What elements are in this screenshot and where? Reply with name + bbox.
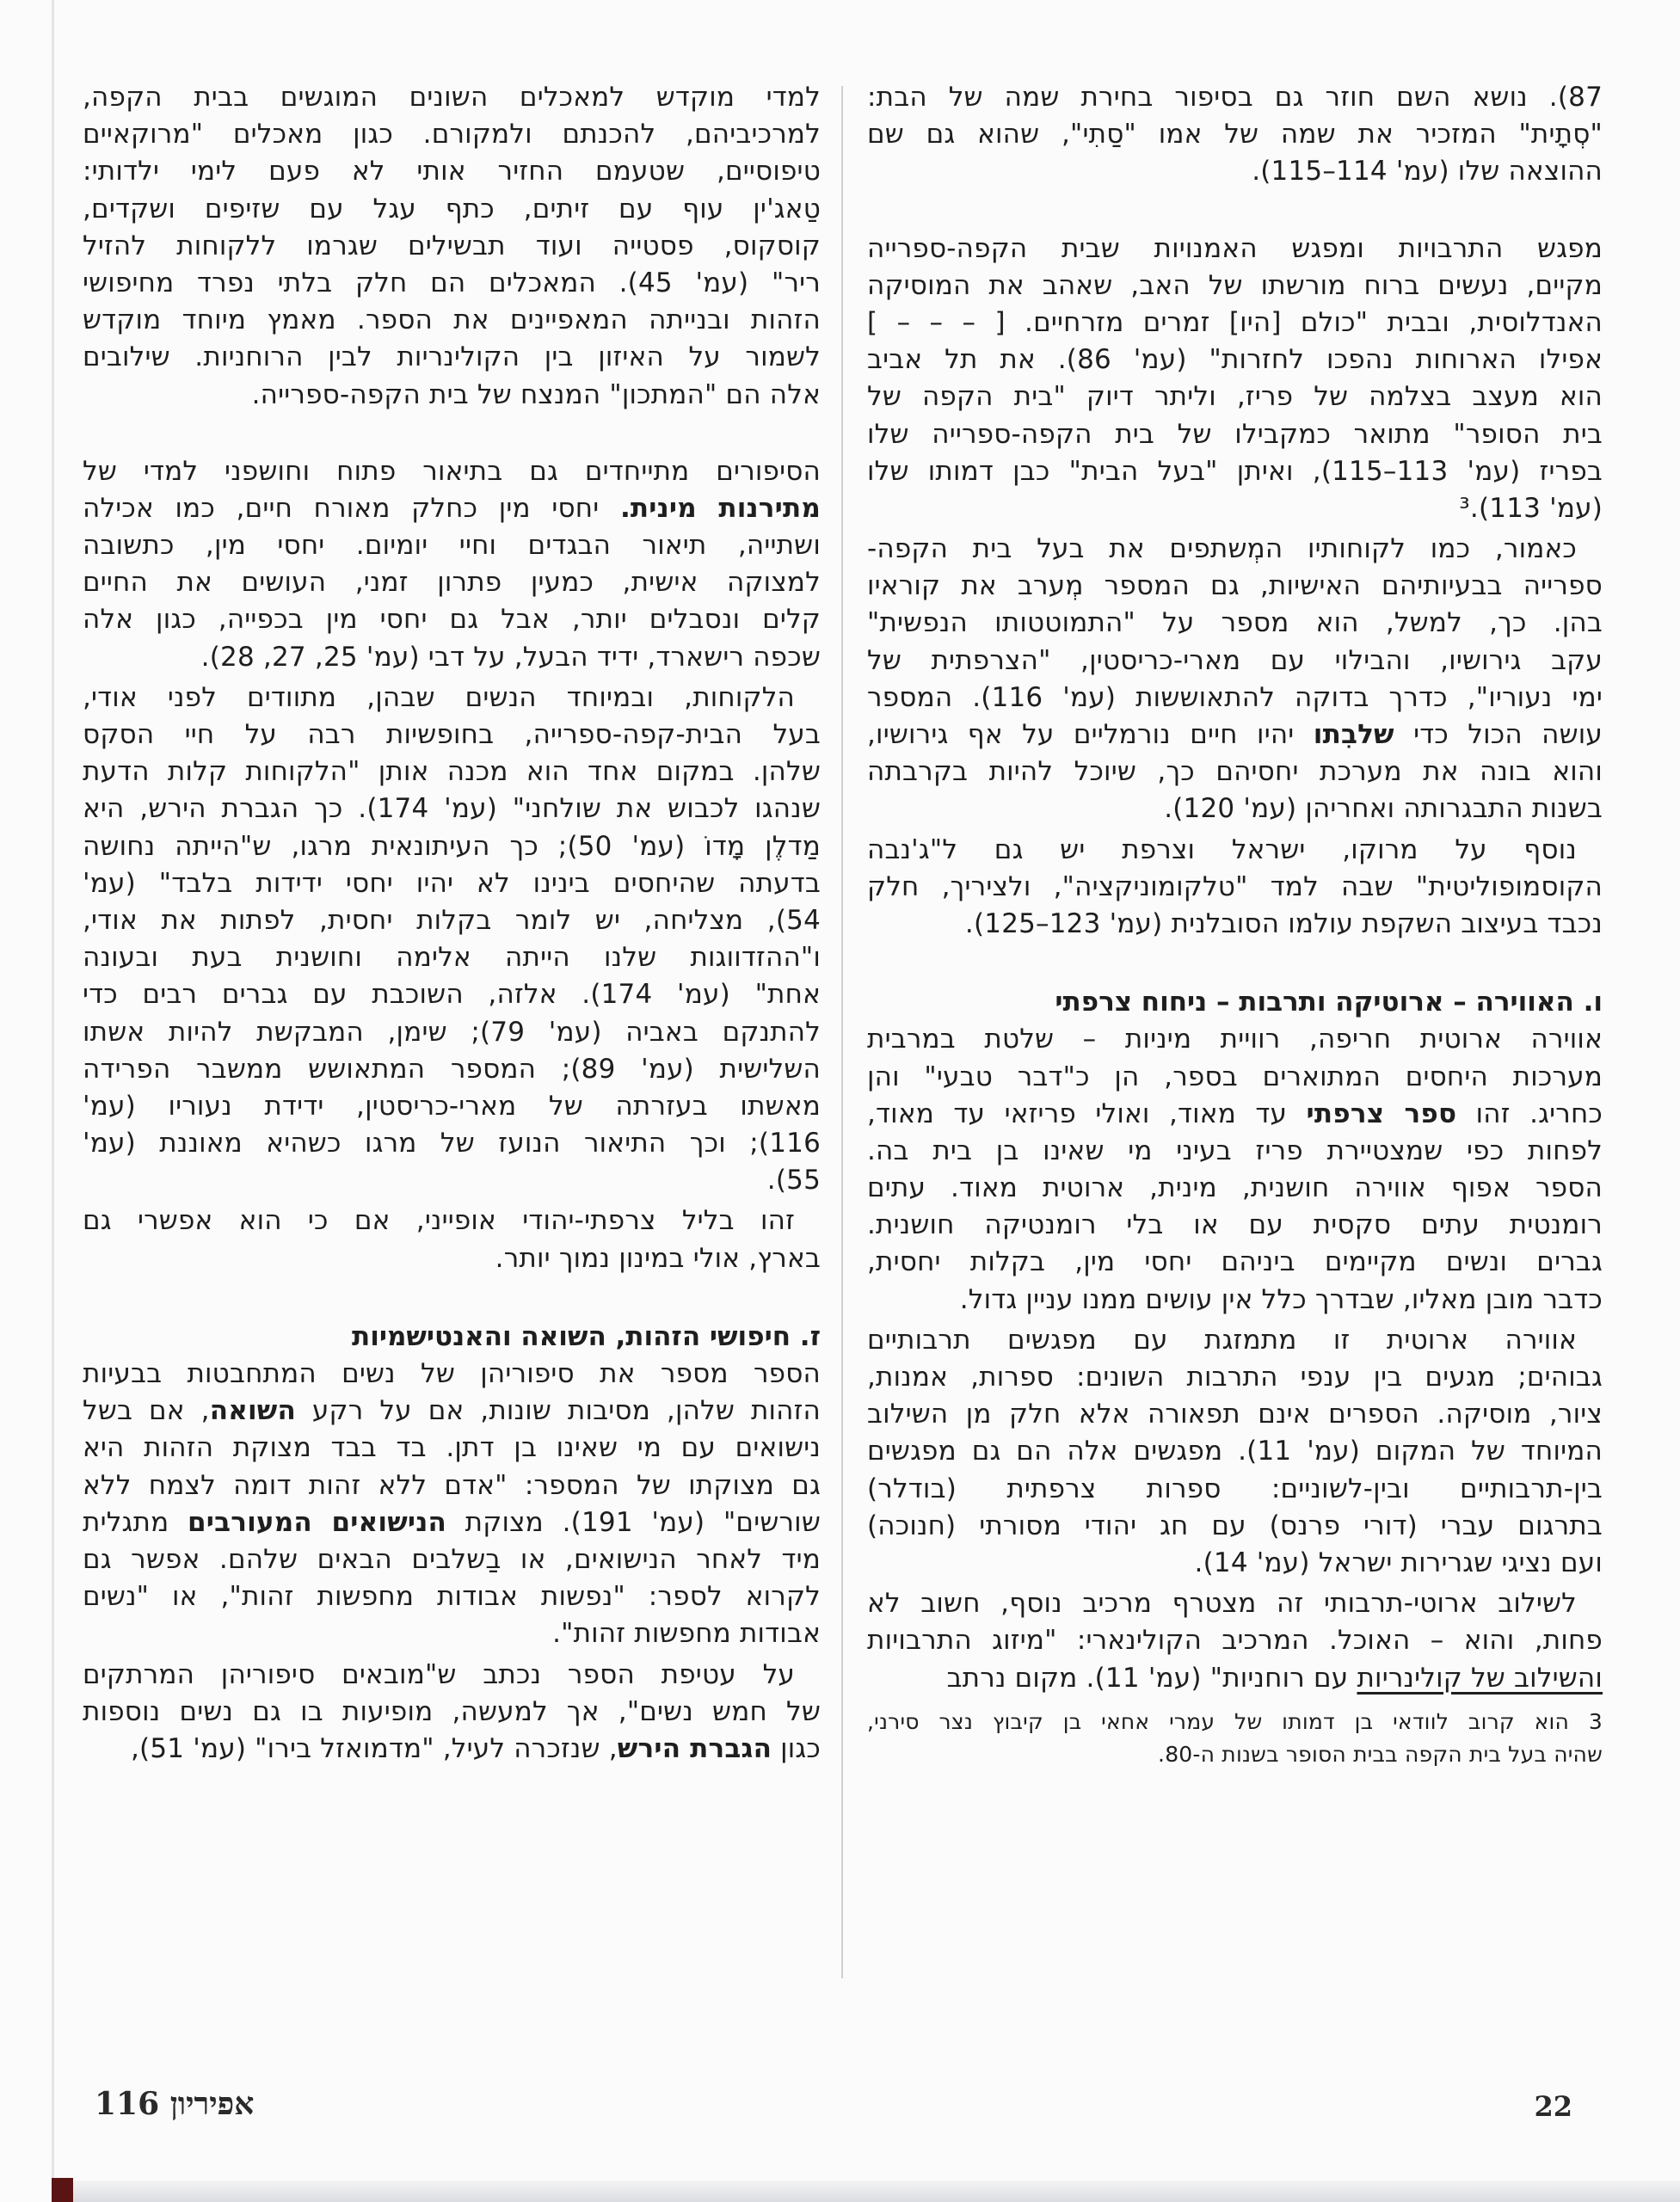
text-segment: ו"ההזדווגות שלנו הייתה אלימה וחושנית בעת ובעונה — [83, 942, 821, 974]
text-segment: , שנזכרה לעיל, "מדמואזל בירו" (עמ' 51), — [130, 1732, 618, 1764]
page-number: 22 — [1534, 2090, 1572, 2123]
text-line — [867, 1545, 1603, 1582]
page-binding-edge — [52, 0, 54, 2202]
text-segment: גבוהים; מגעים בין ענפי התרבות השונים: ספרות, אמנות, — [867, 1362, 1603, 1393]
underlined-phrase: והשילוב של קולינריות — [1357, 1662, 1603, 1694]
text-segment: גברים ונשים מקיימים ביניהם יחסי מין, בקלות יחסית, — [867, 1246, 1603, 1278]
text-segment: נכבד בעיצוב השקפת עולמו הסובלנית (עמ' 123–125). — [964, 907, 1603, 939]
text-line — [867, 116, 1603, 153]
text-segment: שהיה בעל בית הקפה בבית הסופר בשנות ה-80. — [1158, 1741, 1603, 1767]
text-line — [867, 153, 1603, 190]
text-segment: אפילו הארוחות נהפכו לחזרות" (עמ' 86). את תל אביב — [867, 344, 1603, 376]
text-line — [83, 116, 821, 153]
text-line — [83, 902, 821, 939]
text-segment: קלים ונסבלים יותר, אבל גם יחסי מין בכפייה, כגון אלה — [83, 604, 821, 636]
text-line — [867, 1059, 1603, 1096]
text-segment: הספר מספר את סיפוריהן של נשים המתחבטות בבעיות — [83, 1358, 821, 1390]
text-line — [867, 680, 1603, 717]
text-line — [867, 531, 1603, 568]
text-segment: כחריג. זהו — [1456, 1098, 1603, 1129]
text-segment: להתנקם באביה (עמ' 79); שימן, המבקשת להיות אשתו — [83, 1016, 821, 1048]
text-segment: מפגש התרבויות ומפגש האמנויות שבית הקפה-ספרייה — [867, 232, 1603, 264]
paragraph — [83, 79, 821, 414]
text-segment: הסיפורים מתייחדים גם בתיאור פתוח וחושפני למדי של — [83, 455, 821, 487]
text-segment: עד מאוד, ואולי פריזאי עד מאוד, — [867, 1098, 1307, 1129]
text-segment: ימי נעוריו", כדרך בדוקה להתאוששות (עמ' 116). המספר — [867, 681, 1603, 713]
text-line — [867, 268, 1603, 304]
text-segment: מקיים, נעשים ברוח מורשתו של האב, שאהב את המוסיקה — [867, 269, 1603, 301]
paragraph — [83, 1356, 821, 1653]
text-segment: פחות, והוא – האוכל. המרכיב הקולינארי: "מיזוג התרבויות — [867, 1625, 1603, 1657]
text-segment: עם רוחניות" (עמ' 11). מקום נרתב — [946, 1662, 1357, 1694]
text-segment: יחסי מין כחלק מאורח חיים, כמו אכילה — [83, 492, 620, 524]
text-segment: האנדלוסית, ובבית "כולם [היו] זמרים מזרחיים. [ – – – ] — [867, 306, 1603, 338]
scan-corner-mark — [52, 2178, 73, 2202]
text-segment: לשמור על האיזון בין הקולינריות לבין הרוחניות. שילובים — [83, 341, 821, 373]
text-segment: יהיו חיים נורמליים על אף גירושיו, — [867, 719, 1314, 750]
article-column-left — [83, 79, 821, 1768]
text-line — [83, 939, 821, 976]
text-segment: נישואים עם מי שאינו בן דתן. בד בבד מצוקת הזהות היא — [83, 1432, 821, 1464]
text-line — [867, 1133, 1603, 1170]
text-segment: בית הסופר" מתואר כמקבילו של בית הקפה-ספרייה שלו — [867, 418, 1603, 450]
text-line — [867, 1396, 1603, 1433]
text-line — [867, 869, 1603, 906]
text-segment: ספרייה בבעיותיהם האישיות, גם המספר מְערב את קוראיו — [867, 570, 1603, 602]
text-line — [867, 717, 1603, 753]
text-segment: הקוסמופוליטית" שבה למד "טלקומוניקציה", ולציריך, חלק — [867, 870, 1603, 902]
text-line — [867, 490, 1603, 527]
text-line — [83, 601, 821, 638]
text-line — [867, 643, 1603, 680]
text-line — [83, 865, 821, 902]
paragraph — [83, 453, 821, 676]
text-segment: לפחות כפי שמצטיירת פריז בעיני מי שאינו בן בית בה. — [867, 1135, 1603, 1166]
text-segment: בהן. כך, למשל, הוא מספר על "התמוטטותו הנפשית" — [867, 607, 1603, 639]
text-line — [867, 1096, 1603, 1133]
paragraph — [83, 1202, 821, 1276]
text-line — [83, 1014, 821, 1051]
text-segment: כאמור, כמו לקוחותיו המְשתפים את בעל בית הקפה- — [867, 533, 1577, 565]
paragraph — [867, 1021, 1603, 1319]
text-segment: המיוחד של המקום (עמ' 11). מפגשים אלה הם גם מפגשים — [867, 1436, 1603, 1467]
text-line — [83, 1162, 821, 1199]
text-segment: למצוקה אישית, כמעין פתרון זמני, העושים את החיים — [83, 567, 821, 599]
text-segment: למרכיביהם, להכנתם ולמקורם. כגון מאכלים "מרוקאיים — [83, 119, 821, 151]
text-line — [83, 717, 821, 753]
text-line — [83, 339, 821, 376]
text-line — [83, 1240, 821, 1277]
text-line — [867, 1660, 1603, 1697]
text-line — [867, 1471, 1603, 1508]
text-segment: למדי מוקדש למאכלים השונים המוגשים בבית הקפה, — [83, 82, 821, 113]
text-segment: השלישית (עמ' 89); המספר המתאושש ממשבר הפרידה — [83, 1053, 821, 1085]
article-column-right — [867, 79, 1603, 1771]
text-line — [83, 1202, 821, 1239]
text-segment: , אם בשל — [83, 1395, 210, 1427]
text-line — [83, 527, 821, 564]
text-line — [83, 1467, 821, 1504]
text-segment: אלה הם "המתכון" המנצח של בית הקפה-ספרייה. — [251, 378, 821, 410]
text-line — [867, 1585, 1603, 1622]
bold-phrase: הנישואים המעורבים — [188, 1506, 447, 1538]
text-line — [83, 377, 821, 414]
paragraph — [867, 832, 1603, 944]
text-segment: ציור, מוסיקה. הספרים אינם תפאורה אלא חלק מן השילוב — [867, 1399, 1603, 1430]
text-segment: מַדלֶן מָדוֹ (עמ' 50); כך העיתונאית מרגו, ש"הייתה נחושה — [83, 830, 821, 862]
text-line — [867, 341, 1603, 378]
text-line — [83, 1393, 821, 1430]
text-line — [83, 828, 821, 865]
text-segment: 55). — [766, 1165, 821, 1196]
text-line — [867, 1738, 1603, 1771]
text-line — [83, 302, 821, 339]
section-heading: ז. חיפושי הזהות, השואה והאנטישמיות — [352, 1320, 821, 1352]
text-segment: מאשתו בעזרתה של מארי-כריסטין, ידידת נעוריו (עמ' — [83, 1090, 821, 1122]
text-segment: 87). נושא השם חוזר גם בסיפור בחירת שמה של הבת: — [867, 82, 1603, 113]
text-line — [867, 79, 1603, 116]
text-segment: 54), מצליחה, יש לומר בקלות יחסית, לפתות את אודי, — [83, 904, 821, 936]
text-segment: כגון — [772, 1732, 821, 1764]
text-segment: אווירה ארוטית זו מתמזגת עם מפגשים תרבותיים — [867, 1324, 1577, 1356]
text-line — [867, 231, 1603, 268]
text-line — [83, 1694, 821, 1731]
text-segment: והוא בונה את מערכת יחסיהם כך, שיוכל להיות בקרבתה — [867, 756, 1603, 788]
section-heading: ו. האווירה – ארוטיקה ותרבות – ניחוח צרפתי — [1055, 987, 1603, 1018]
text-segment: רומנטית עתים סקסית עם או בלי רומנטיקה חושנית. — [867, 1209, 1603, 1241]
text-line — [867, 1622, 1603, 1659]
text-segment: ההוצאה שלו (עמ' 114–115). — [1252, 156, 1603, 188]
text-line — [867, 1706, 1603, 1738]
text-segment: עושה הכול כדי — [1394, 719, 1603, 750]
text-segment: 116); וכך התיאור הנועז של מרגו כשהיא מאוננת (עמ' — [83, 1128, 821, 1159]
text-segment: הזהות שלהן, מסיבות שונות, אם על רקע — [296, 1395, 821, 1427]
text-line — [83, 191, 821, 228]
paragraph — [867, 531, 1603, 828]
bold-phrase: הגברת הירש — [617, 1732, 772, 1764]
text-line — [83, 453, 821, 490]
text-segment: זהו בליל צרפתי-יהודי אופייני, אם כי הוא אפשרי גם — [83, 1205, 795, 1237]
text-line — [83, 1125, 821, 1162]
text-segment: מתגלית — [83, 1506, 188, 1538]
text-line — [83, 228, 821, 265]
text-line — [83, 564, 821, 601]
text-segment: נוסף על מרוקו, ישראל וצרפת יש גם ל"ג'נבה — [867, 833, 1577, 865]
text-line — [867, 1170, 1603, 1207]
paragraph — [867, 1322, 1603, 1582]
text-segment: מערכות היחסים המתוארים בספר, הן כ"דבר טבעי" והן — [867, 1061, 1603, 1092]
text-segment: אבודות מחפשות זהות". — [552, 1618, 821, 1650]
text-line — [83, 976, 821, 1013]
text-line — [83, 753, 821, 790]
text-segment: ריר" (עמ' 45). המאכלים הם חלק בלתי נפרד מחיפושי — [83, 267, 821, 298]
text-line — [867, 1207, 1603, 1244]
text-segment: בין-תרבותיים ובין-לשוניים: ספרות צרפתית (בודלר) — [867, 1473, 1603, 1504]
text-line — [83, 790, 821, 827]
text-line — [83, 1541, 821, 1578]
text-line — [867, 832, 1603, 869]
text-segment: בפריז (עמ' 113–115), ואיתן "בעל הבית" כבן דמותו שלו — [867, 455, 1603, 487]
text-segment: של חמש נשים", אך למעשה, מופיעות בו גם נשים נוספות — [83, 1695, 821, 1727]
text-line — [83, 1731, 821, 1768]
text-segment: "סְתָית" המזכיר את שמה של אמו "סַתִי", שהוא גם שם — [867, 119, 1603, 151]
text-line — [867, 416, 1603, 453]
bold-phrase: מתירנות מינית. — [619, 492, 821, 524]
text-line — [867, 453, 1603, 490]
text-line — [867, 1021, 1603, 1058]
text-line — [867, 1282, 1603, 1319]
magazine-footer: אפיריון 116 — [95, 2086, 255, 2122]
text-segment: טיפוסיים, שטעמם החזיר אותי לא פעם לימי ילדותי: — [83, 156, 821, 188]
paragraph — [867, 1585, 1603, 1697]
text-line — [867, 1322, 1603, 1359]
text-line — [83, 265, 821, 302]
text-line — [83, 1088, 821, 1125]
text-segment: אחת" (עמ' 174). אלזה, השוכבת עם גברים רבים כדי — [83, 979, 821, 1011]
text-line — [867, 753, 1603, 790]
text-line — [867, 304, 1603, 341]
text-line — [83, 1051, 821, 1088]
text-line — [83, 1615, 821, 1652]
bold-phrase: השואה — [209, 1395, 297, 1427]
text-segment: כדבר מובן מאליו, שבדרך כלל אין עושים ממנו עניין גדול. — [959, 1283, 1603, 1315]
text-line — [867, 790, 1603, 827]
text-line — [83, 79, 821, 116]
text-segment: שכפה רישארד, ידיד הבעל, על דבי (עמ' 25, 27, 28). — [200, 641, 821, 673]
bold-phrase: ספר צרפתי — [1306, 1098, 1457, 1129]
text-line — [867, 1244, 1603, 1281]
text-segment: בדעתה שהיחסים בינינו לא יהיו יחסי ידידות בלבד" (עמ' — [83, 867, 821, 899]
text-segment: בתרגום עברי (דורי פרנס) עם חג יהודי מסורתי (חנוכה) — [867, 1510, 1603, 1541]
text-segment: הוא מעצב בצלמה של פריז, וליתר דיוק "בית הקפה של — [867, 381, 1603, 413]
text-segment: לשילוב ארוטי-תרבותי זה מצטרף מרכיב נוסף, חשוב לא — [867, 1588, 1577, 1620]
text-segment: לקרוא לספר: "נפשות אבודות מחפשות זהות", או "נשים — [83, 1581, 821, 1613]
paragraph — [83, 680, 821, 1200]
paragraph — [867, 231, 1603, 528]
bold-phrase: שלבִתו — [1313, 719, 1394, 750]
text-line — [83, 1356, 821, 1393]
text-segment: עקב גירושיו, והבילוי עם מארי-כריסטין, "הצרפתית של — [867, 644, 1603, 676]
text-line — [867, 605, 1603, 642]
text-segment: טַאג'ין עוף עם זיתים, כתף עגל עם שזיפים ושקדים, — [83, 193, 821, 225]
text-segment: (עמ' 113).³ — [1459, 492, 1603, 524]
text-line — [867, 378, 1603, 415]
text-line — [83, 680, 821, 717]
text-segment: ועם נציגי שגרירות ישראל (עמ' 14). — [1194, 1547, 1603, 1578]
paragraph — [83, 1657, 821, 1768]
text-line — [83, 1657, 821, 1694]
paragraph — [867, 79, 1603, 191]
text-line — [83, 490, 821, 527]
scan-bottom-shadow — [73, 2180, 1680, 2202]
text-line — [83, 639, 821, 676]
text-segment: הזהות ובנייתה המאפיינים את הספר. מאמץ מיוחד מוקדש — [83, 304, 821, 336]
text-line — [867, 568, 1603, 605]
text-line — [867, 906, 1603, 943]
text-segment: שנהגו לכבוש את שולחני" (עמ' 174). כך הגברת הירש, היא — [83, 793, 822, 825]
text-segment: בשנות התבגרותה ואחריהן (עמ' 120). — [1164, 793, 1603, 825]
text-segment: 3 הוא קרוב לוודאי בן דמותו של עמרי אחאי בן קיבוץ נצר סירני, — [867, 1708, 1603, 1734]
text-segment: מיד לאחר הנישואים, או בַשלבים הבאים שלהם. אפשר גם — [83, 1543, 821, 1575]
text-line — [83, 153, 821, 190]
text-segment: קוסקוס, פסטייה ועוד תבשילים שגרמו ללקוחות להזיל — [83, 230, 821, 261]
text-line — [867, 1508, 1603, 1545]
text-line — [83, 1430, 821, 1467]
text-segment: שלהן. במקום אחד הוא מכנה אותן "הלקוחות קלות הדעת — [83, 756, 821, 788]
text-segment: אווירה ארוטית חריפה, רוויית מיניות – שלטת במרבית — [867, 1024, 1603, 1055]
column-divider — [841, 86, 843, 1978]
text-line — [83, 1578, 821, 1615]
text-line — [867, 1359, 1603, 1396]
text-segment: הספר אפוף אווירה חושנית, מינית, ארוטית מאוד. עתים — [867, 1172, 1603, 1204]
text-line — [867, 1433, 1603, 1470]
text-segment: גם מצוקתו של המספר: "אדם ללא זהות דומה לצמח ללא — [83, 1469, 821, 1501]
footnote — [867, 1706, 1603, 1771]
text-segment: שורשים" (עמ' 191). מצוקת — [446, 1506, 821, 1538]
text-segment: ושתייה, תיאור הבגדים וחיי יומיום. יחסי מין, כתשובה — [83, 530, 821, 562]
text-segment: על עטיפת הספר נכתב ש"מובאים סיפוריהן המרתקים — [83, 1658, 795, 1690]
text-line — [83, 1504, 821, 1541]
text-segment: בעל הבית-קפה-ספרייה, בחופשיות רבה על חיי הסקס — [83, 719, 821, 750]
text-segment: הלקוחות, ובמיוחד הנשים שבהן, מתוודים לפני אודי, — [83, 681, 795, 713]
text-segment: בארץ, אולי במינון נמוך יותר. — [495, 1242, 821, 1274]
